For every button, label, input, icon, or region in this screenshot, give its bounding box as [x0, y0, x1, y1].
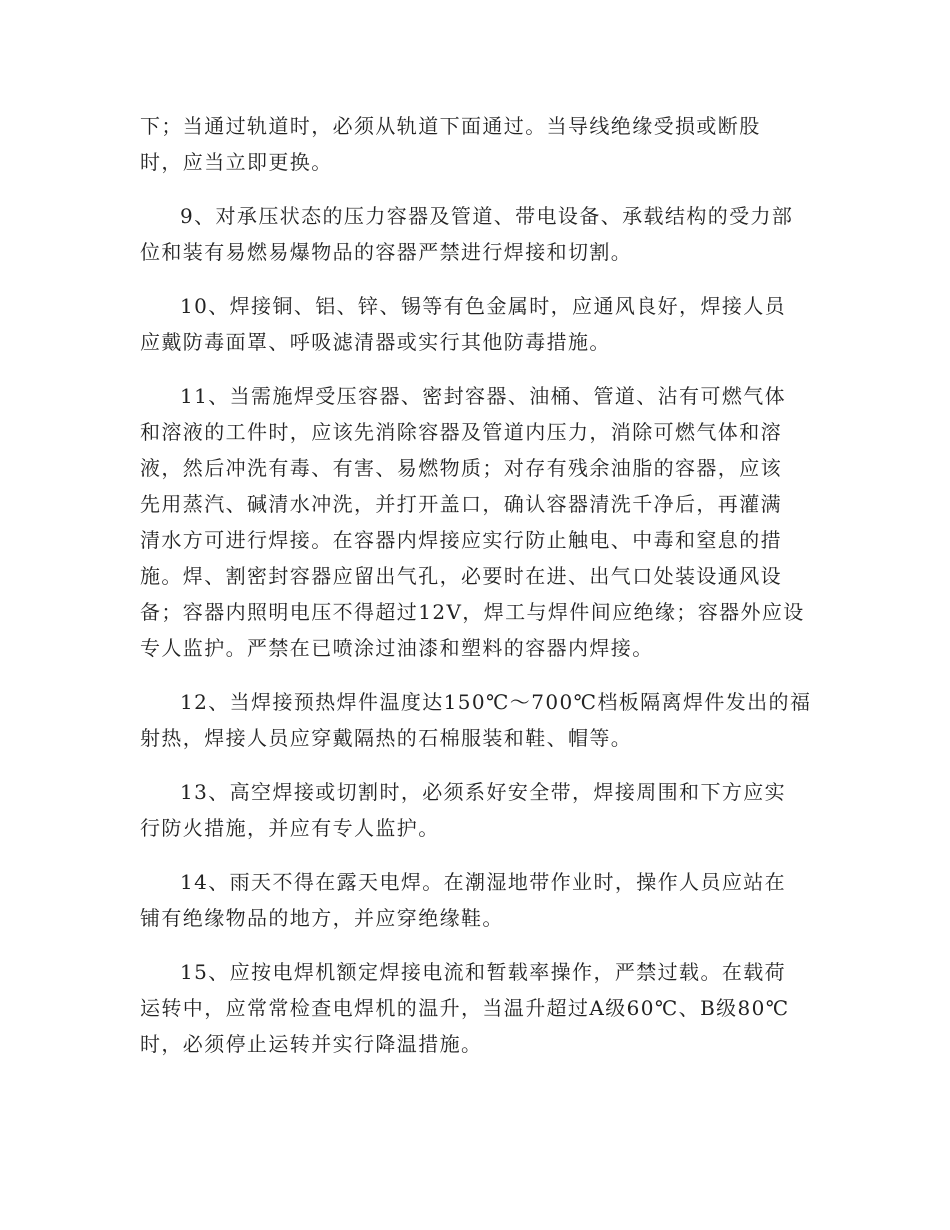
text-line: 施。焊、割密封容器应留出气孔，必要时在进、出气口处装设通风设: [140, 564, 782, 588]
text-line: 位和装有易燃易爆物品的容器严禁进行焊接和切割。: [140, 240, 633, 264]
text-line: 备；容器内照明电压不得超过12V，焊工与焊件间应绝缘；容器外应设: [140, 600, 805, 624]
text-line: 专人监护。严禁在已喷涂过油漆和塑料的容器内焊接。: [140, 636, 654, 660]
text-line: 15、应按电焊机额定焊接电流和暂载率操作，严禁过载。在载荷: [180, 960, 787, 984]
text-line: 10、焊接铜、铝、锌、锡等有色金属时，应通风良好，焊接人员: [180, 294, 787, 318]
text-line: 铺有绝缘物品的地方，并应穿绝缘鞋。: [140, 906, 504, 930]
paragraph-item-14: [140, 864, 815, 936]
text-line: 射热，焊接人员应穿戴隔热的石棉服装和鞋、帽等。: [140, 726, 633, 750]
text-line: 13、高空焊接或切割时，必须系好安全带，焊接周围和下方应实: [180, 780, 787, 804]
text-line: 时，应当立即更换。: [140, 150, 333, 174]
paragraph-item-9: [140, 198, 815, 270]
text-line: 时，必须停止运转并实行降温措施。: [140, 1032, 483, 1056]
text-line: 清水方可进行焊接。在容器内焊接应实行防止触电、中毒和窒息的措: [140, 528, 782, 552]
text-line: 应戴防毒面罩、呼吸滤清器或实行其他防毒措施。: [140, 330, 611, 354]
text-line: 12、当焊接预热焊件温度达150℃～700℃档板隔离焊件发出的福: [180, 690, 812, 714]
paragraph-item-13: [140, 774, 815, 846]
text-line: 9、对承压状态的压力容器及管道、带电设备、承载结构的受力部: [180, 204, 794, 228]
text-line: 11、当需施焊受压容器、密封容器、油桶、管道、沾有可燃气体: [180, 384, 787, 408]
paragraph-item-10: [140, 288, 815, 360]
text-line: 先用蒸汽、碱清水冲洗，并打开盖口，确认容器清洗千净后，再灌满: [140, 492, 782, 516]
text-line: 下；当通过轨道时，必须从轨道下面通过。当导线绝缘受损或断股: [140, 114, 761, 138]
paragraph-item-12: [140, 684, 815, 756]
text-line: 液，然后冲洗有毒、有害、易燃物质；对存有残余油脂的容器，应该: [140, 456, 782, 480]
paragraph-item-15: [140, 954, 815, 1062]
text-line: 14、雨天不得在露天电焊。在潮湿地带作业时，操作人员应站在: [180, 870, 787, 894]
text-line: 行防火措施，并应有专人监护。: [140, 816, 440, 840]
text-line: 和溶液的工件时，应该先消除容器及管道内压力，消除可燃气体和溶: [140, 420, 782, 444]
text-line: 运转中，应常常检查电焊机的温升，当温升超过A级60℃、B级80℃: [140, 996, 790, 1020]
document-body: [140, 108, 815, 1080]
paragraph-continuation: [140, 108, 815, 180]
paragraph-item-11: [140, 378, 815, 666]
